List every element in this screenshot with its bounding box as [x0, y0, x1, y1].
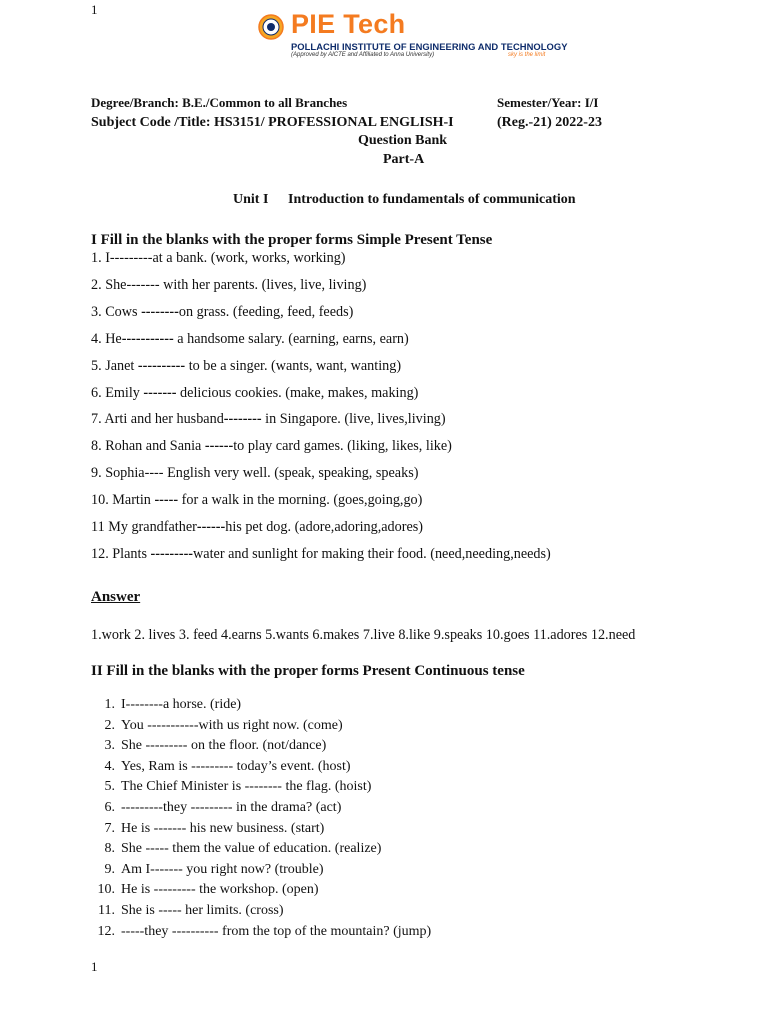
degree-branch: Degree/Branch: B.E./Common to all Branches [91, 95, 348, 110]
item-blank: ----------- [121, 330, 174, 347]
list-item [91, 882, 318, 898]
list-item [91, 903, 284, 919]
list-item-number: 7. [104, 820, 115, 836]
question-bank-heading: Question Bank [358, 133, 448, 148]
exercise-item [91, 385, 418, 402]
list-item-number: 5. [104, 779, 115, 795]
list-item [91, 924, 431, 940]
list-item [91, 759, 351, 775]
list-item-number: 4. [104, 758, 115, 774]
exercise-item [91, 465, 418, 482]
list-item-text: He is ------- his new business. (start) [121, 820, 325, 836]
answer-heading: Answer [91, 589, 141, 605]
list-item [91, 841, 381, 857]
list-item [91, 718, 343, 734]
list-item-number: 2. [104, 717, 115, 733]
logo-approval: (Approved by AICTE and Affiliated to Anna University) [291, 52, 435, 58]
answer-text: 1.work 2. lives 3. feed 4.earns 5.wants 6.makes 7.live 8.like 9.speaks 10.goes 11.adores 12.need [91, 627, 636, 643]
item-prefix: 5. Janet [91, 357, 138, 374]
logo-institute-name: POLLACHI INSTITUTE OF ENGINEERING AND TECHNOLOGY [291, 41, 568, 52]
item-prefix: 12. Plants [91, 545, 151, 562]
item-prefix: 11 My grandfather [91, 519, 197, 535]
semester-year: Semester/Year: I/I [497, 95, 599, 110]
item-prefix: 1. I [91, 250, 110, 266]
page-number-bottom: 1 [91, 959, 98, 974]
item-suffix: to be a singer. (wants, want, wanting) [185, 357, 402, 374]
list-item-number: 1. [104, 697, 115, 712]
section2-title: II Fill in the blanks with the proper forms Present Continuous tense [91, 663, 525, 679]
list-item-text: The Chief Minister is -------- the flag. (hoist) [121, 779, 372, 795]
item-prefix: 7. Arti and her husband [91, 411, 224, 428]
exercise-item [91, 250, 346, 267]
exercise-item [91, 358, 401, 375]
list-item [91, 821, 324, 837]
exercise-item [91, 411, 446, 428]
seal-icon [258, 14, 284, 40]
list-item-number: 11. [98, 903, 115, 918]
list-item-text: She is ----- her limits. (cross) [121, 903, 284, 918]
item-blank: ------ [204, 438, 234, 455]
item-prefix: 9. Sophia [91, 465, 145, 482]
unit-title: Introduction to fundamentals of communication [288, 192, 576, 207]
list-item [91, 779, 371, 795]
item-blank: ------- [126, 276, 160, 293]
item-blank: ----- [154, 492, 179, 509]
list-item [91, 800, 341, 816]
logo-tagline: sky is the limit [508, 52, 546, 58]
list-item-text: She --------- on the floor. (not/dance) [121, 738, 327, 754]
item-blank: -------- [141, 303, 179, 320]
item-prefix: 8. Rohan and Sania [91, 438, 205, 455]
exercise-item [91, 519, 423, 536]
item-prefix: 3. Cows [91, 303, 142, 320]
item-prefix: 4. He [91, 330, 122, 347]
item-suffix: with her parents. (lives, live, living) [159, 276, 367, 293]
item-blank: ---------- [137, 357, 186, 374]
item-suffix: English very well. (speak, speaking, speaks) [163, 465, 419, 482]
item-suffix: his pet dog. (adore,adoring,adores) [225, 519, 423, 535]
item-suffix: to play card games. (liking, likes, like) [233, 438, 452, 455]
exercise-item [91, 546, 551, 563]
item-suffix: at a bank. (work, works, working) [152, 250, 346, 266]
list-item-number: 3. [104, 738, 115, 754]
item-blank: --------- [109, 250, 153, 266]
item-suffix: water and sunlight for making their food. (need,needing,needs) [193, 545, 551, 562]
item-blank: ------ [196, 519, 226, 535]
item-blank: -------- [223, 411, 262, 428]
item-blank: ------- [143, 384, 177, 401]
list-item-number: 6. [104, 800, 115, 815]
item-suffix: in Singapore. (live, lives,living) [261, 411, 446, 428]
list-item-text: You -----------with us right now. (come) [121, 717, 343, 733]
list-item-text: -----they ---------- from the top of the mountain? (jump) [121, 923, 432, 939]
item-prefix: 10. Martin [91, 492, 155, 509]
part-heading: Part-A [383, 152, 425, 167]
section1-title: I Fill in the blanks with the proper forms Simple Present Tense [91, 232, 493, 248]
regulation: (Reg.-21) 2022-23 [497, 115, 602, 130]
list-item-number: 12. [97, 923, 115, 939]
list-item-text: Am I------- you right now? (trouble) [121, 861, 324, 877]
unit-label: Unit I [233, 192, 269, 207]
subject-title: Subject Code /Title: HS3151/ PROFESSIONAL ENGLISH-I [91, 115, 454, 130]
list-item-number: 8. [104, 841, 115, 857]
item-blank: --------- [150, 545, 194, 562]
item-blank: ---- [144, 465, 164, 482]
item-suffix: on grass. (feeding, feed, feeds) [178, 303, 354, 320]
item-prefix: 6. Emily [91, 384, 144, 401]
item-suffix: delicious cookies. (make, makes, making) [176, 384, 419, 401]
item-suffix: a handsome salary. (earning, earns, earn) [173, 330, 409, 347]
list-item [91, 697, 241, 713]
exercise-item [91, 331, 409, 348]
page-number-top: 1 [91, 2, 98, 17]
list-item-text: Yes, Ram is --------- today’s event. (host) [121, 758, 351, 774]
list-item [91, 738, 326, 754]
list-item-number: 9. [104, 861, 115, 877]
list-item [91, 862, 324, 878]
item-prefix: 2. She [91, 276, 127, 293]
exercise-item [91, 277, 366, 294]
exercise-item [91, 304, 353, 321]
exercise-item [91, 438, 452, 455]
list-item-text: I--------a horse. (ride) [121, 697, 242, 712]
list-item-text: He is --------- the workshop. (open) [121, 882, 319, 898]
list-item-text: She ----- them the value of education. (realize) [121, 841, 382, 857]
exercise-item [91, 492, 422, 509]
logo-title: PIE Tech [291, 9, 406, 39]
item-suffix: for a walk in the morning. (goes,going,go) [178, 492, 423, 509]
list-item-text: ---------they --------- in the drama? (act) [121, 800, 342, 815]
list-item-number: 10. [97, 882, 115, 898]
